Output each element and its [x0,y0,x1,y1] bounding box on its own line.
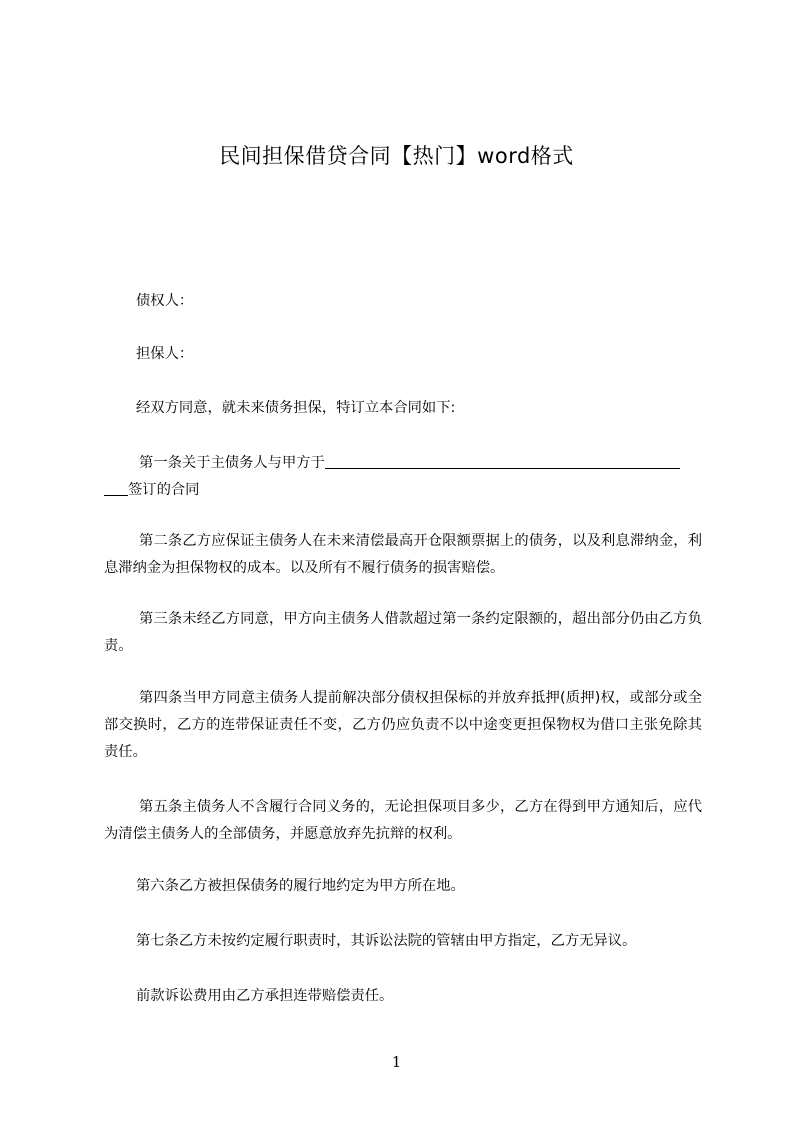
article-7: 第七条乙方未按约定履行职责时，其诉讼法院的管辖由甲方指定，乙方无异议。 [136,933,637,949]
article-2: 第二条乙方应保证主债务人在未来清偿最高开仓限额票据上的债务，以及利息滞纳金，利息滞纳金为担保物权的成本。以及所有不履行债务的损害赔偿。 [104,533,702,576]
article-4: 第四条当甲方同意主债务人提前解决部分债权担保标的并放弃抵押(质押)权，或部分或全部交换时，乙方的连带保证责任不变，乙方仍应负责不以中途变更担保物权为借口主张免除其责任。 [104,690,702,760]
article-1-text-after: 签订的合同 [128,482,200,498]
article-1-line-2 [104,477,702,504]
article-1 [104,450,702,504]
contract-intro: 经双方同意，就未来债务担保，特订立本合同如下: [136,400,456,416]
creditor-label: 债权人： [136,293,194,309]
article-1-line-1 [104,450,702,477]
litigation-cost-clause: 前款诉讼费用由乙方承担连带赔偿责任。 [136,988,394,1004]
page-number: 1 [391,1053,402,1071]
article-6: 第六条乙方被担保债务的履行地约定为甲方所在地。 [136,878,465,894]
article-3: 第三条未经乙方同意，甲方向主债务人借款超过第一条约定限额的，超出部分仍由乙方负责。 [104,611,702,654]
article-1-date-blank-continued [104,479,128,496]
article-5: 第五条主债务人不含履行合同义务的，无论担保项目多少，乙方在得到甲方通知后，应代为清偿主债务人的全部债务，并愿意放弃先抗辩的权利。 [104,799,702,842]
article-1-date-blank [325,452,680,469]
guarantor-label: 担保人： [136,346,194,362]
document-title: 民间担保借贷合同【热门】word格式 [219,144,574,168]
article-1-text-before: 第一条关于主债务人与甲方于 [139,455,325,471]
